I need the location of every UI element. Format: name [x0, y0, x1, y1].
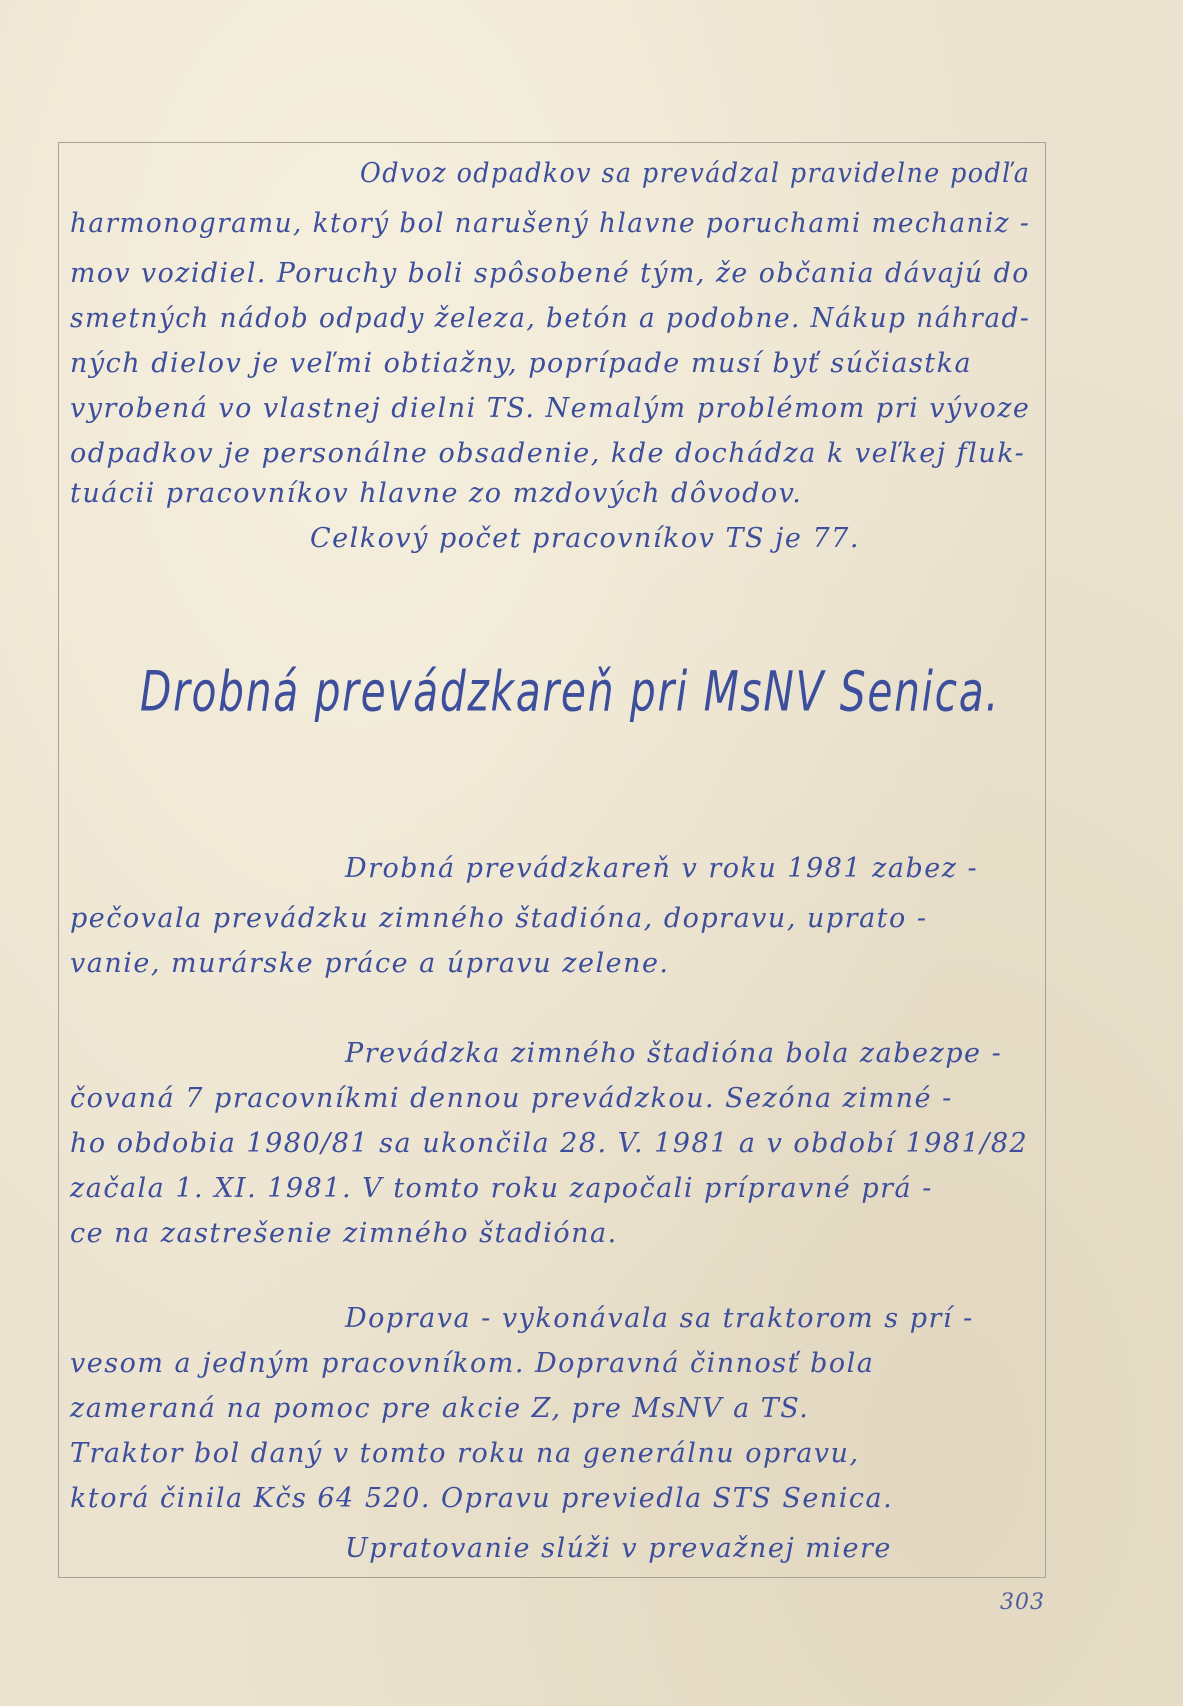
text-line: zameraná na pomoc pre akcie Z, pre MsNV a TS.: [70, 1393, 810, 1424]
text-line: vanie, murárske práce a úpravu zelene.: [70, 948, 670, 979]
text-line: ce na zastrešenie zimného štadióna.: [70, 1218, 618, 1249]
text-line: ktorá činila Kčs 64 520. Opravu previedla STS Senica.: [70, 1483, 894, 1514]
text-line: Odvoz odpadkov sa prevádzal pravidelne podľa: [360, 158, 1031, 189]
page-number: 303: [1000, 1590, 1045, 1615]
text-line: smetných nádob odpady železa, betón a podobne. Nákup náhrad-: [70, 303, 1031, 334]
text-line: začala 1. XI. 1981. V tomto roku započali prípravné prá -: [70, 1173, 933, 1204]
text-line: Doprava - vykonávala sa traktorom s prí -: [345, 1303, 974, 1334]
text-line: pečovala prevádzku zimného štadióna, dopravu, uprato -: [70, 903, 928, 934]
text-line: vesom a jedným pracovníkom. Dopravná činnosť bola: [70, 1348, 875, 1379]
section-heading: Drobná prevádzkareň pri MsNV Senica.: [140, 660, 1001, 725]
text-line: čovaná 7 pracovníkmi dennou prevádzkou. Sezóna zimné -: [70, 1083, 953, 1114]
text-line: harmonogramu, ktorý bol narušený hlavne poruchami mechaniz -: [70, 208, 1031, 239]
text-line: Upratovanie slúži v prevažnej miere: [345, 1533, 892, 1564]
text-line: odpadkov je personálne obsadenie, kde dochádza k veľkej fluk-: [70, 438, 1026, 469]
text-line: Celkový počet pracovníkov TS je 77.: [310, 523, 860, 554]
text-line: tuácii pracovníkov hlavne zo mzdových dôvodov.: [70, 478, 803, 509]
text-line: Traktor bol daný v tomto roku na generálnu opravu,: [70, 1438, 860, 1469]
text-line: vyrobená vo vlastnej dielni TS. Nemalým problémom pri vývoze: [70, 393, 1031, 424]
text-line: ho obdobia 1980/81 sa ukončila 28. V. 1981 a v období 1981/82: [70, 1128, 1029, 1159]
text-line: mov vozidiel. Poruchy boli spôsobené tým, že občania dávajú do: [70, 258, 1030, 289]
text-line: Drobná prevádzkareň v roku 1981 zabez -: [345, 853, 979, 884]
text-line: ných dielov je veľmi obtiažny, poprípade musí byť súčiastka: [70, 348, 973, 379]
text-line: Prevádzka zimného štadióna bola zabezpe -: [345, 1038, 1003, 1069]
